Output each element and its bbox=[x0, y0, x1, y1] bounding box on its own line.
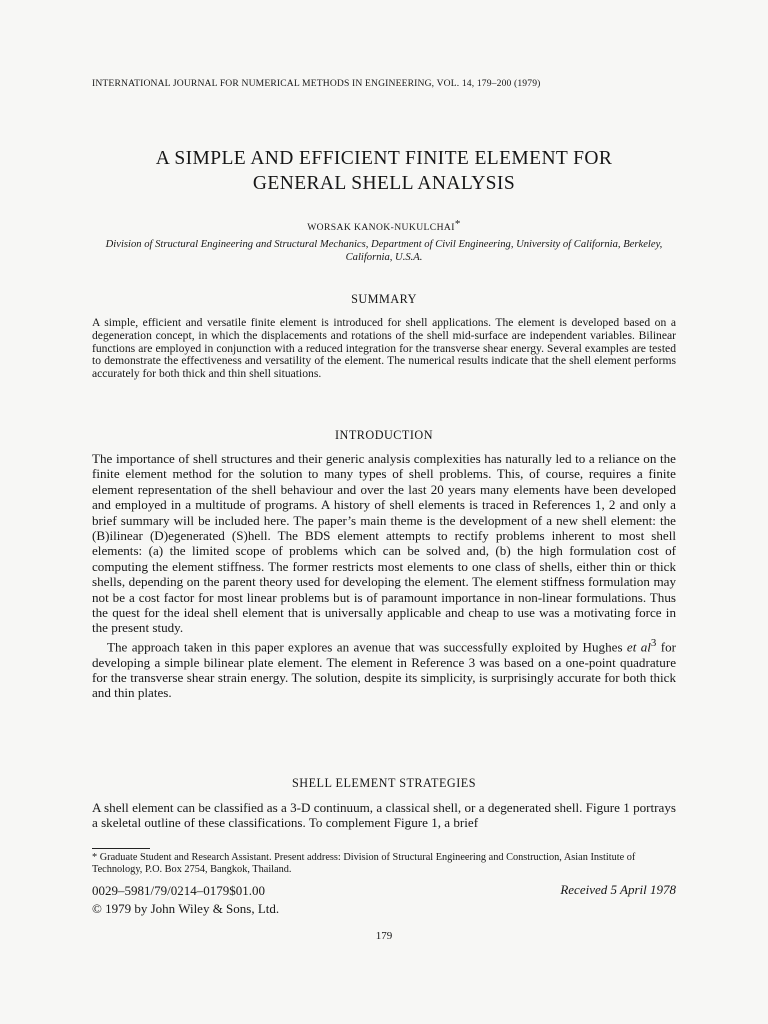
introduction-body bbox=[92, 451, 676, 701]
strategies-heading: SHELL ELEMENT STRATEGIES bbox=[292, 776, 476, 790]
reference-3-mark: 3 bbox=[650, 636, 657, 649]
introduction-heading: INTRODUCTION bbox=[334, 428, 434, 442]
copyright-line: © 1979 by John Wiley & Sons, Ltd. bbox=[92, 900, 280, 916]
author-text: WORSAK KANOK-NUKULCHAI bbox=[307, 222, 455, 233]
strategies-text: A shell element can be classified as a 3-D continuum, a classical shell, or a degenerated shell. Figure 1 portrays a skeletal outline of these classifications. To complement Figure 1, a brief bbox=[92, 800, 676, 831]
paragraph-2-start: The approach taken in this paper explores an avenue that was successfully exploited by Hughes bbox=[107, 639, 627, 655]
summary-heading: SUMMARY bbox=[351, 292, 417, 306]
author-name bbox=[60, 218, 708, 233]
author-footnote-mark: * bbox=[454, 218, 461, 230]
title-line-2: GENERAL SHELL ANALYSIS bbox=[252, 173, 516, 194]
paper-title bbox=[60, 146, 708, 196]
running-head: INTERNATIONAL JOURNAL FOR NUMERICAL METHODS IN ENGINEERING, VOL. 14, 179–200 (1979) bbox=[92, 78, 541, 89]
footnote-rule bbox=[92, 848, 150, 849]
journal-code: 0029–5981/79/0214–0179$01.00 bbox=[92, 883, 265, 898]
introduction-paragraph-1: The importance of shell structures and their generic analysis complexities has naturally led to a reliance on the finite element method for the solution to many types of shell problems. This, of course, requires a finite element representation of the shell behaviour and over the last 20 years many elements have been developed and employed in a multitude of programs. A history of shell elements is traced in References 1, 2 and only a brief summary will be included here. The paper’s main theme is the development of a new shell element: the (B)ilinear (D)egenerated (S)hell. The BDS element attempts to rectify problems inherent to most shell elements: (a) the limited scope of problems which can be solved and, (b) the high formulation cost of computing the element stiffness. The former restricts most elements to one class of shells, either thin or thick shells, depending on the parent theory used for developing the element. The element stiffness formulation may not be a cost factor for most linear problems but is of paramount importance in non-linear formulations. Thus the quest for the ideal shell element that is universally applicable and cheap to use was a motivating force in the present study. bbox=[92, 451, 676, 636]
page-number: 179 bbox=[375, 930, 393, 942]
received-date: Received 5 April 1978 bbox=[560, 882, 676, 897]
paragraph-2-rest: for developing a simple bilinear plate element. The element in Reference 3 was based on a one-point quadrature for the transverse shear strain energy. The solution, despite its simplicity, is surprisingly accurate for both thick and thin plates. bbox=[92, 639, 676, 701]
title-line-1: A SIMPLE AND EFFICIENT FINITE ELEMENT FOR bbox=[155, 148, 613, 169]
et-al-text: et al bbox=[626, 639, 651, 655]
author-affiliation: Division of Structural Engineering and Structural Mechanics, Department of Civil Engineering, University of California, Berkeley, California, U.S.A. bbox=[105, 239, 663, 263]
summary-text: A simple, efficient and versatile finite element is introduced for shell applications. The element is developed based on a degeneration concept, in which the displacements and rotations of the shell mid-surface are independent variables. Bilinear functions are employed in conjunction with a reduced integration for the transverse shear energy. Several examples are tested to demonstrate the effectiveness and versatility of the element. The numerical results indicate that the shell element performs accurately for both thick and thin shell situations. bbox=[92, 316, 676, 381]
footnote: * Graduate Student and Research Assistant. Present address: Division of Structural Engineering and Construction, Asian Institute of Technology, P.O. Box 2754, Bangkok, Thailand. bbox=[92, 852, 636, 876]
introduction-paragraph-2 bbox=[92, 636, 676, 701]
